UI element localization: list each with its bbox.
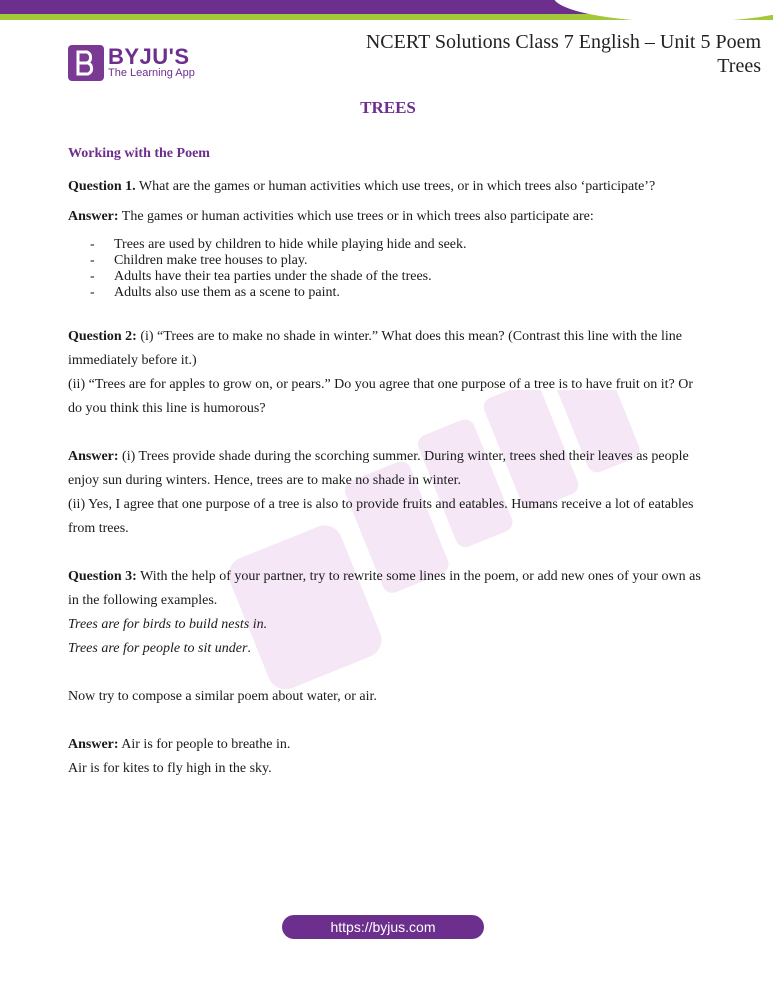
answer-3 xyxy=(68,733,708,757)
answer-2-label: Answer: xyxy=(68,449,119,464)
list-dash: - xyxy=(90,269,95,284)
question-2-part-1: (i) “Trees are to make no shade in winter.” What does this mean? (Contrast this line with the line immediately before it.) xyxy=(68,329,682,368)
logo-tagline: The Learning App xyxy=(108,66,195,79)
question-3 xyxy=(68,565,708,613)
answer-1-list xyxy=(68,237,708,301)
list-dash: - xyxy=(90,237,95,252)
example-line-2: Trees are for people to sit under. xyxy=(68,641,251,656)
example-line-1: Trees are for birds to build nests in. xyxy=(68,617,268,632)
footer-url-link[interactable]: https://byjus.com xyxy=(282,915,484,939)
question-1-text: What are the games or human activities which use trees, or in which trees also ‘participate’? xyxy=(135,179,656,194)
page-header-title xyxy=(366,30,761,78)
list-item: - Adults also use them as a scene to paint. xyxy=(90,285,340,300)
question-3-text: With the help of your partner, try to rewrite some lines in the poem, or add new ones of your own as in the following examples. xyxy=(68,569,701,608)
logo-name: BYJU'S xyxy=(108,43,190,69)
list-dash: - xyxy=(90,285,95,300)
header-title-line-2: Trees xyxy=(717,55,761,77)
answer-3-label: Answer: xyxy=(68,737,119,752)
question-2-label: Question 2: xyxy=(68,329,137,344)
list-item: - Adults have their tea parties under the shade of the trees. xyxy=(90,269,432,284)
list-item: - Children make tree houses to play. xyxy=(90,253,308,268)
document-body xyxy=(68,98,708,781)
page-title: TREES xyxy=(360,98,416,117)
question-3-label: Question 3: xyxy=(68,569,137,584)
byjus-b-icon xyxy=(68,45,104,81)
answer-2-part-2: (ii) Yes, I agree that one purpose of a tree is also to provide fruits and eatables. Humans receive a lot of eatables from trees. xyxy=(68,497,694,536)
question-3-instruction: Now try to compose a similar poem about water, or air. xyxy=(68,689,377,704)
answer-1-text: The games or human activities which use trees or in which trees also participate are: xyxy=(118,209,594,224)
question-2-part-2: (ii) “Trees are for apples to grow on, or pears.” Do you agree that one purpose of a tree is to have fruit on it? Or do you think this line is humorous? xyxy=(68,377,693,416)
header-title-line-1: NCERT Solutions Class 7 English – Unit 5 Poem xyxy=(365,31,761,53)
answer-3-line-1: Air is for people to breathe in. xyxy=(118,737,291,752)
answer-1-label: Answer: xyxy=(68,209,119,224)
answer-3-line-2: Air is for kites to fly high in the sky. xyxy=(68,761,272,776)
list-dash: - xyxy=(90,253,95,268)
top-banner xyxy=(0,0,773,24)
list-item: - Trees are used by children to hide while playing hide and seek. xyxy=(90,237,467,252)
byjus-logo[interactable] xyxy=(68,44,195,82)
answer-2 xyxy=(68,445,708,493)
question-1-label: Question 1. xyxy=(68,179,136,194)
question-1 xyxy=(68,179,708,195)
answer-2-part-1: (i) Trees provide shade during the scorching summer. During winter, trees shed their leaves as people enjoy sun during winters. Hence, trees are to make no shade in winter. xyxy=(68,449,689,488)
question-2 xyxy=(68,325,708,373)
answer-1 xyxy=(68,209,708,225)
section-heading: Working with the Poem xyxy=(68,146,210,161)
